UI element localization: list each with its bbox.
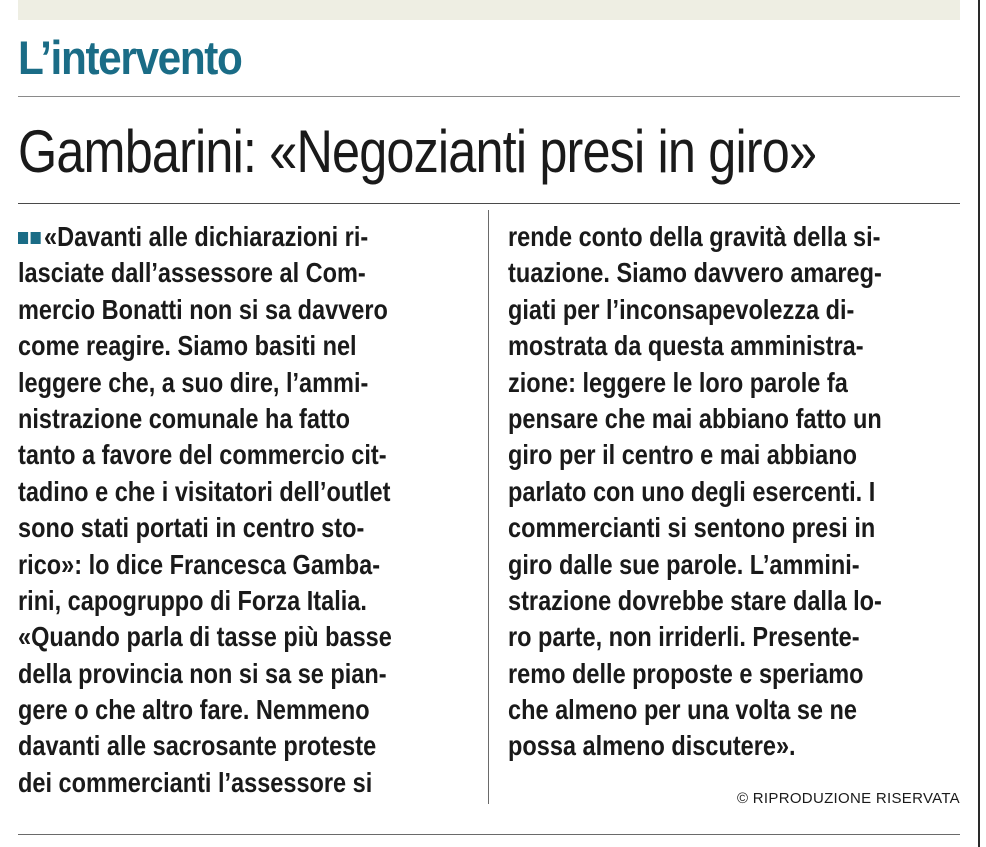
text-line: davanti alle sacrosante proteste bbox=[18, 730, 377, 762]
text-line: sono stati portati in centro sto- bbox=[18, 512, 365, 544]
section-label: L’intervento bbox=[18, 31, 242, 84]
text-line: ro parte, non irriderli. Presente- bbox=[508, 621, 860, 653]
text-line: dei commercianti l’assessore si bbox=[18, 766, 373, 798]
text-line: rico»: lo dice Francesca Gamba- bbox=[18, 548, 381, 580]
headline: Gambarini: «Negozianti presi in giro» bbox=[18, 118, 817, 185]
lead-marker-icon bbox=[18, 232, 28, 244]
text-line: lasciate dall’assessore al Com- bbox=[18, 257, 366, 289]
top-band bbox=[18, 0, 960, 20]
headline-divider bbox=[18, 203, 960, 204]
text-line: pensare che mai abbiano fatto un bbox=[508, 402, 882, 434]
text-line: gere o che altro fare. Nemmeno bbox=[18, 694, 370, 726]
text-line: parlato con uno degli esercenti. I bbox=[508, 475, 876, 507]
text-line: possa almeno discutere». bbox=[508, 730, 796, 762]
article-column-right bbox=[508, 219, 953, 765]
column-divider bbox=[488, 210, 489, 804]
text-line: zione: leggere le loro parole fa bbox=[508, 366, 848, 398]
text-line: «Quando parla di tasse più basse bbox=[18, 621, 392, 653]
section-divider bbox=[18, 96, 960, 97]
text-line: nistrazione comunale ha fatto bbox=[18, 402, 350, 434]
text-line: giati per l’inconsapevolezza di- bbox=[508, 293, 855, 325]
text-line: tuazione. Siamo davvero amareg- bbox=[508, 257, 882, 289]
text-line: commercianti si sentono presi in bbox=[508, 512, 876, 544]
text-line: della provincia non si sa se pian- bbox=[18, 657, 387, 689]
text-line: tadino e che i visitatori dell’outlet bbox=[18, 475, 391, 507]
text-line: «Davanti alle dichiarazioni ri- bbox=[18, 219, 392, 255]
text-line: tanto a favore del commercio cit- bbox=[18, 439, 387, 471]
text-line: come reagire. Siamo basiti nel bbox=[18, 330, 357, 362]
page-edge-rule bbox=[978, 0, 980, 847]
text-line: mercio Bonatti non si sa davvero bbox=[18, 293, 388, 325]
article-column-left bbox=[18, 219, 463, 801]
text-line: che almeno per una volta se ne bbox=[508, 694, 858, 726]
text-line: remo delle proposte e speriamo bbox=[508, 657, 864, 689]
text-line: leggere che, a suo dire, l’ammi- bbox=[18, 366, 369, 398]
text-line: rini, capogruppo di Forza Italia. bbox=[18, 584, 367, 616]
text-line: giro dalle sue parole. L’ammini- bbox=[508, 548, 860, 580]
text-line: mostrata da questa amministra- bbox=[508, 330, 864, 362]
text-line: giro per il centro e mai abbiano bbox=[508, 439, 857, 471]
lead-marker-icon bbox=[31, 232, 41, 244]
text-line: strazione dovrebbe stare dalla lo- bbox=[508, 584, 882, 616]
copyright-notice: © RIPRODUZIONE RISERVATA bbox=[736, 790, 960, 807]
text-line: rende conto della gravità della si- bbox=[508, 221, 881, 252]
bottom-divider bbox=[18, 834, 960, 835]
